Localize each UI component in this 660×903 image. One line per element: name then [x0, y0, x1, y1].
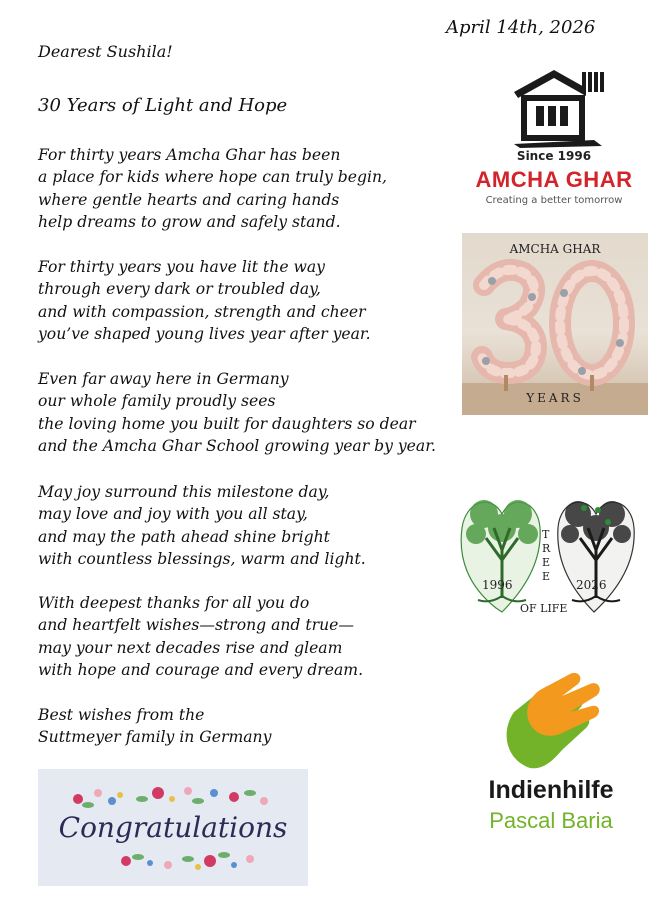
congratulations-text: Congratulations [58, 811, 288, 844]
floral-thirty-image [462, 233, 648, 415]
org-name: Indienhilfe [488, 776, 614, 804]
poem-line: For thirty years Amcha Ghar has been [38, 146, 341, 164]
tree-letter: E [542, 556, 551, 569]
poem-line: with countless blessings, warm and light. [38, 549, 366, 568]
poem-line: For thirty years you have lit the way [38, 258, 325, 276]
tree-letter: E [542, 570, 551, 583]
poem-line: Even far away here in Germany [38, 370, 289, 388]
brand-name: AMCHA GHAR [475, 167, 633, 192]
hands-icon [466, 668, 636, 774]
year-left: 1996 [482, 578, 513, 592]
poem-line: and heartfelt wishes—strong and true— [38, 616, 354, 635]
since-label: Since 1996 [516, 149, 592, 163]
congratulations-card [38, 769, 308, 886]
house-icon [474, 66, 634, 150]
letter-date: April 14th, 2026 [446, 17, 596, 38]
poem-line: a place for kids where hope can truly begin, [38, 168, 387, 187]
poem-line: you’ve shaped young lives year after year. [38, 324, 371, 343]
stanza-4 [38, 481, 366, 570]
poem-line: where gentle hearts and caring hands [38, 190, 340, 209]
poem-line: help dreams to grow and safely stand. [38, 212, 341, 231]
tree-of-life-image [458, 488, 638, 618]
poem-title: 30 Years of Light and Hope [38, 95, 288, 116]
signoff [38, 704, 271, 749]
stanza-2 [38, 256, 371, 345]
poem-line: and with compassion, strength and cheer [38, 302, 366, 321]
poem-line: through every dark or troubled day, [38, 280, 321, 299]
tree-letter: R [542, 542, 551, 555]
brand-tagline: Creating a better tomorrow [485, 195, 623, 206]
greeting: Dearest Sushila! [38, 42, 173, 61]
poem-line: May joy surround this milestone day, [38, 483, 330, 501]
stanza-1 [38, 144, 387, 233]
year-right: 2026 [576, 578, 607, 592]
poem-line: our whole family proudly sees [38, 392, 276, 411]
photo-top-text: AMCHA GHAR [509, 242, 601, 256]
tree-of-life-caption: OF LIFE [520, 602, 568, 615]
stanza-3 [38, 368, 436, 457]
poem-line: with hope and courage and every dream. [38, 660, 364, 679]
poem-line: and the Amcha Ghar School growing year by year. [38, 436, 436, 455]
poem-line: may love and joy with you all stay, [38, 505, 308, 524]
signoff-line: Best wishes from the [38, 706, 205, 724]
indienhilfe-logo [466, 668, 636, 838]
poem-line: may your next decades rise and gleam [38, 638, 343, 657]
org-subname: Pascal Baria [489, 808, 613, 833]
poem-line: and may the path ahead shine bright [38, 527, 330, 546]
poem-line: the loving home you built for daughters so dear [38, 414, 416, 433]
stanza-5 [38, 592, 363, 681]
amcha-ghar-logo [474, 66, 634, 212]
poem-line: With deepest thanks for all you do [38, 594, 310, 612]
signoff-line: Suttmeyer family in Germany [38, 728, 272, 747]
anniversary-photo [462, 233, 648, 415]
photo-bottom-text: YEARS [526, 391, 584, 405]
tree-letter: T [542, 528, 550, 541]
